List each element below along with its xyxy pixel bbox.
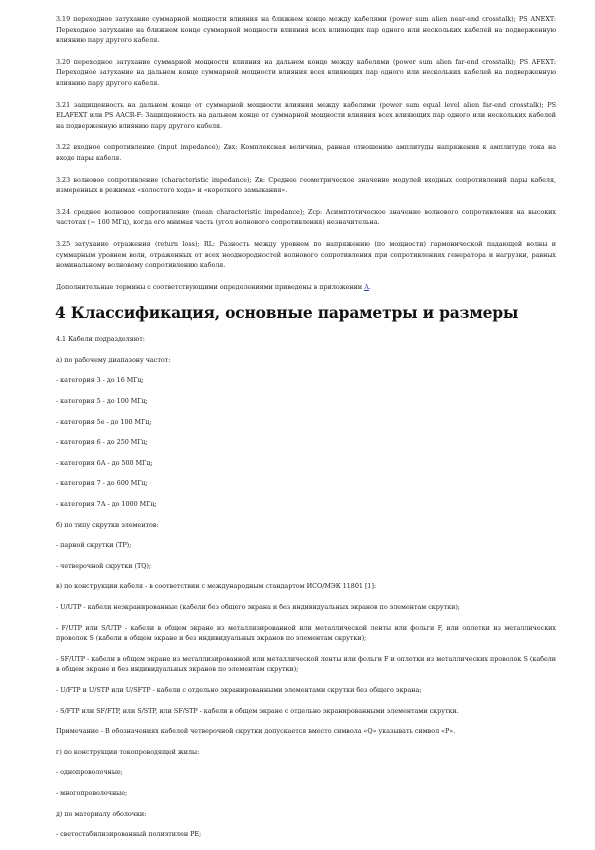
list-item: - S/FTP или SF/FTP, или S/STP, или SF/STP - кабели в общем экране с отдельно экранированными элементами скрутки.: [56, 706, 459, 715]
list-item: - SF/UTP - кабели в общем экране из металлизированной или металлической ленты или фольги F и оплетки из металлических проволок S (кабели в общем экране и без индивидуальных экранов по элементам скрутки);: [56, 654, 556, 674]
list-item: - категория 6 - до 250 МГц;: [56, 438, 148, 447]
list-item: г) по конструкции токопроводящей жилы:: [56, 747, 200, 756]
list-item: - F/UTP или S/UTP - кабели в общем экране из металлизированной или металлической ленты или фольги F, или оплетки из металлических проволок S (кабели в общем экране и без индивидуальных экранов по элементам скрутки);: [56, 623, 556, 643]
list-item: - категория 7А - до 1000 МГц;: [56, 500, 157, 509]
definition-3-25: 3.25 затухание отражения (return loss); RL: Разность между уровнем по напряжению (по мощности) гармонической падающей волны и суммарным уровнем волн, отраженных от всех неоднородностей волнового сопротивления при сопротивлениях генератора и нагрузки, равных номинальному волновому сопротивлению кабеля.: [56, 239, 556, 270]
definition-3-19: 3.19 переходное затухание суммарной мощности влияния на ближнем конце между кабелями (power sum alien near-end crosstalk); PS ANEXT: Переходное затухание на ближнем конце суммарной мощности влияния всех влияющих пар одного или нескольких кабелей на подверженную влиянию пару другого кабеля.: [56, 15, 556, 45]
document-page: [56, 14, 556, 850]
appendix-a-link[interactable]: А: [364, 282, 369, 291]
appendix-note-text: Дополнительные термины с соответствующими определениями приведены в приложении: [56, 282, 365, 291]
definition-3-23: 3.23 волновое сопротивление (characteristic impedance); Zв: Среднее геометрическое значение модулей входных сопротивлений пары кабеля, измеренных в режимах «холостого хода» и «короткого замыкания».: [56, 175, 556, 195]
list-item: - U/FTP и U/STP или U/SFTP - кабели с отдельно экранированными элементами скрутки без общего экрана;: [56, 685, 422, 694]
list-item: - категория 7 - до 600 МГц;: [56, 479, 148, 488]
definition-3-24: 3.24 среднее волновое сопротивление (mean characteristic impedance); Zср: Асимптотическое значение волнового сопротивления на высоких частотах (~ 100 МГц), когда его мнимая часть (угол волнового сопротивления) незначительна.: [56, 207, 556, 227]
list-item: - категория 6А - до 500 МГц;: [56, 458, 153, 467]
definition-3-22: 3.22 входное сопротивление (input impedance); Zвх: Комплексная величина, равная отношению амплитуды напряжения к амплитуде тока на входе пары кабеля.: [56, 143, 556, 162]
list-item: - многопроволочные;: [56, 788, 128, 797]
list-item: в) по конструкции кабеля - в соответствии с международным стандартом ИСО/МЭК 11801 [1]:: [56, 582, 377, 591]
list-item: - категория 5 - до 100 МГц;: [56, 397, 148, 406]
list-item: д) по материалу оболочки:: [56, 809, 147, 818]
list-item: - категория 3 - до 16 МГц;: [56, 376, 144, 385]
appendix-note-end: .: [368, 282, 371, 291]
list-item: - парной скрутки (TP);: [56, 541, 132, 550]
note: Примечание - В обозначениях кабелей четверочной скрутки допускается вместо символа «Q» указывать символ «P».: [56, 727, 456, 736]
appendix-note: [56, 282, 556, 293]
section-heading: 4 Классификация, основные параметры и размеры: [55, 303, 519, 323]
list-item: - четверочной скрутки (TQ);: [56, 561, 152, 570]
definition-3-21: 3.21 защищенность на дальнем конце от суммарной мощности влияния между кабелями (power sum equal level alien far-end crosstalk); PS ELAFEXT или PS AACR-F: Защищенность на дальнем конце от суммарной мощности влияния всех влияющих пар одного или нескольких кабелей на подверженную влиянию пару другого кабеля.: [56, 100, 556, 130]
list-item: б) по типу скрутки элементов:: [56, 520, 159, 529]
definition-3-20: 3.20 переходное затухание суммарной мощности влияния на дальнем конце между кабелями (power sum alien far-end crosstalk); PS AFEXT: Переходное затухание на дальнем конце суммарной мощности влияния всех влияющих пар одного или нескольких кабелей на подверженную влиянию пару другого кабеля.: [56, 57, 556, 87]
list-item: - категория 5е - до 100 МГц;: [56, 417, 152, 426]
list-item: - однопроволочные;: [56, 768, 123, 777]
list-item: а) по рабочему диапазону частот:: [56, 355, 171, 364]
list-item: - светостабилизированный полиэтилен PE;: [56, 830, 202, 839]
list-item: - U/UTP - кабели неэкранированные (кабели без общего экрана и без индивидуальных экранов по элементам скрутки);: [56, 603, 460, 611]
list-item: 4.1 Кабели подразделяют:: [56, 335, 145, 344]
